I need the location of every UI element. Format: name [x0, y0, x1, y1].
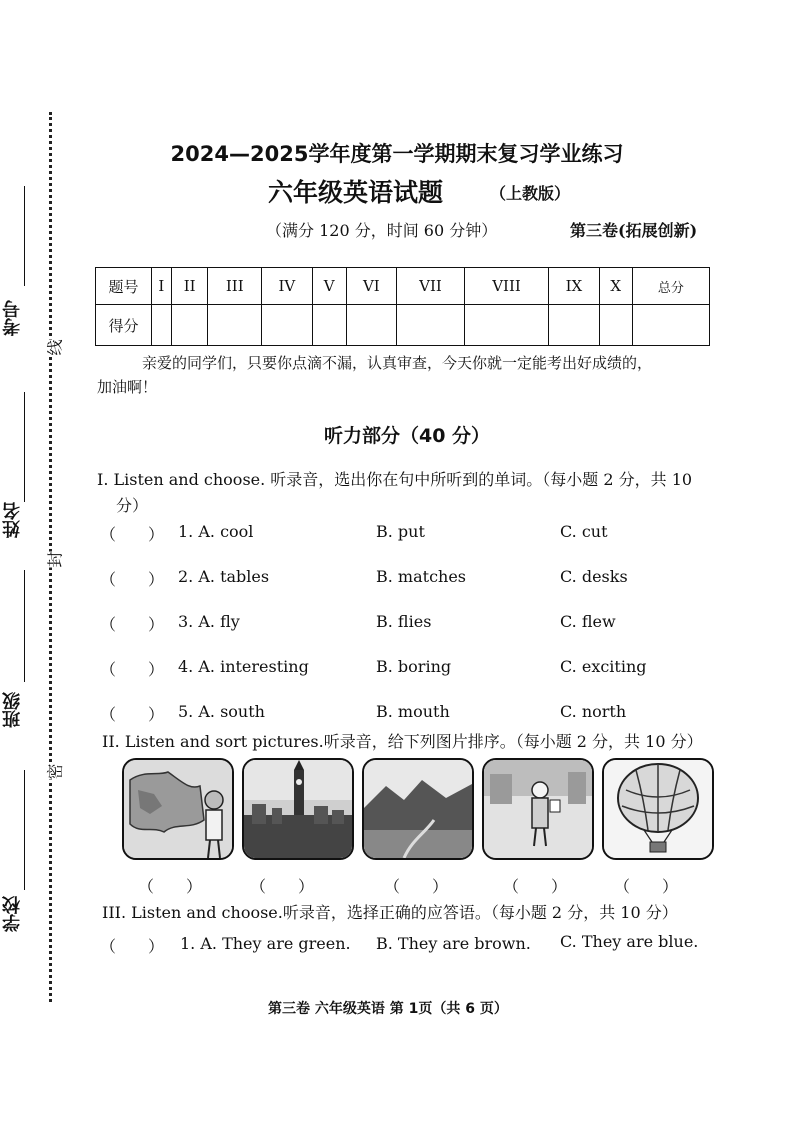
col-header-total: 总分 [632, 268, 709, 305]
score-cell[interactable] [346, 305, 397, 346]
score-cell[interactable] [549, 305, 599, 346]
score-table [95, 267, 710, 346]
edition-label: （上教版） [490, 184, 571, 203]
section-2-title: II. Listen and sort pictures.听录音，给下列图片排序。（每小题 2 分，共 10 分） [102, 732, 703, 751]
col-header: V [312, 268, 346, 305]
q3-option-c: C. flew [560, 612, 616, 631]
answer-paren[interactable]: （ ） [100, 660, 165, 679]
picture-2-answer[interactable]: （ ） [250, 877, 315, 896]
s3-q1-option-a: 1. A. They are green. [180, 934, 351, 953]
page-footer: 第三卷 六年级英语 第 1页（共 6 页） [268, 1001, 508, 1017]
section-1-title-cont: 分） [116, 496, 149, 515]
class-line [24, 570, 25, 682]
exam-title: 2024—2025学年度第一学期期末复习学业练习 [170, 142, 624, 166]
q4-option-b: B. boring [376, 657, 452, 676]
score-cell[interactable] [464, 305, 548, 346]
col-header: I [152, 268, 172, 305]
q4-option-c: C. exciting [560, 657, 647, 676]
score-cell[interactable] [208, 305, 262, 346]
score-cell[interactable] [171, 305, 208, 346]
answer-paren[interactable]: （ ） [100, 615, 165, 634]
score-cell[interactable] [312, 305, 346, 346]
answer-paren[interactable]: （ ） [100, 705, 165, 724]
section-1-title: I. Listen and choose. 听录音，选出你在句中所听到的单词。（每小题 2 分，共 10 [97, 470, 693, 489]
q1-option-b: B. put [376, 522, 425, 541]
q5-option-b: B. mouth [376, 702, 450, 721]
seal-char-mi: 密 [43, 763, 66, 779]
picture-4-answer[interactable]: （ ） [503, 877, 568, 896]
q3-option-a: 3. A. fly [178, 612, 240, 631]
listening-heading: 听力部分（40 分） [324, 425, 491, 447]
exam-no-line [24, 186, 25, 286]
col-header: II [171, 268, 208, 305]
col-header: IV [262, 268, 313, 305]
school-line [24, 770, 25, 890]
girl-with-sign-picture [482, 758, 594, 860]
answer-paren[interactable]: （ ） [100, 525, 165, 544]
q2-option-b: B. matches [376, 567, 467, 586]
s3-q1-option-b: B. They are brown. [376, 934, 531, 953]
q5-option-c: C. north [560, 702, 627, 721]
seal-char-feng: 封 [43, 551, 66, 567]
name-label: 姓名 [2, 502, 23, 538]
intro-line-1: 亲爱的同学们，只要你点滴不漏，认真审查，今天你就一定能考出好成绩的， [142, 354, 653, 372]
name-line [24, 392, 25, 502]
score-row [96, 305, 710, 346]
class-label: 班级 [2, 692, 23, 728]
q3-option-b: B. flies [376, 612, 432, 631]
exam-no-label: 考号 [2, 300, 23, 336]
col-header: X [599, 268, 632, 305]
mountain-valley-picture [362, 758, 474, 860]
col-header: VI [346, 268, 397, 305]
row-label-question-no: 题号 [96, 268, 152, 305]
picture-5-answer[interactable]: （ ） [614, 877, 679, 896]
row-label-score: 得分 [96, 305, 152, 346]
picture-3-answer[interactable]: （ ） [384, 877, 449, 896]
score-cell[interactable] [632, 305, 709, 346]
q1-option-c: C. cut [560, 522, 608, 541]
exam-subtitle: 六年级英语试题 [268, 178, 444, 207]
school-label: 学校 [2, 896, 23, 932]
s3-q1-option-c: C. They are blue. [560, 932, 699, 951]
q1-option-a: 1. A. cool [178, 522, 254, 541]
picture-1-answer[interactable]: （ ） [138, 877, 203, 896]
col-header: IX [549, 268, 599, 305]
score-cell[interactable] [397, 305, 465, 346]
score-cell[interactable] [599, 305, 632, 346]
big-ben-city-picture [242, 758, 354, 860]
q4-option-a: 4. A. interesting [178, 657, 309, 676]
exam-meta: （满分 120 分，时间 60 分钟） [266, 221, 498, 240]
volume-label: 第三卷(拓展创新) [570, 221, 698, 240]
score-cell[interactable] [152, 305, 172, 346]
section-3-title: III. Listen and choose.听录音，选择正确的应答语。（每小题 2 分，共 10 分） [102, 903, 678, 922]
q2-option-c: C. desks [560, 567, 628, 586]
answer-paren[interactable]: （ ） [100, 570, 165, 589]
question-number-row [96, 268, 710, 305]
q2-option-a: 2. A. tables [178, 567, 270, 586]
hot-air-balloon-picture [602, 758, 714, 860]
map-with-boy-picture [122, 758, 234, 860]
score-cell[interactable] [262, 305, 313, 346]
q5-option-a: 5. A. south [178, 702, 265, 721]
answer-paren[interactable]: （ ） [100, 937, 165, 956]
seal-char-xian: 线 [43, 339, 66, 355]
intro-line-2: 加油啊！ [97, 378, 158, 396]
col-header: III [208, 268, 262, 305]
col-header: VIII [464, 268, 548, 305]
col-header: VII [397, 268, 465, 305]
